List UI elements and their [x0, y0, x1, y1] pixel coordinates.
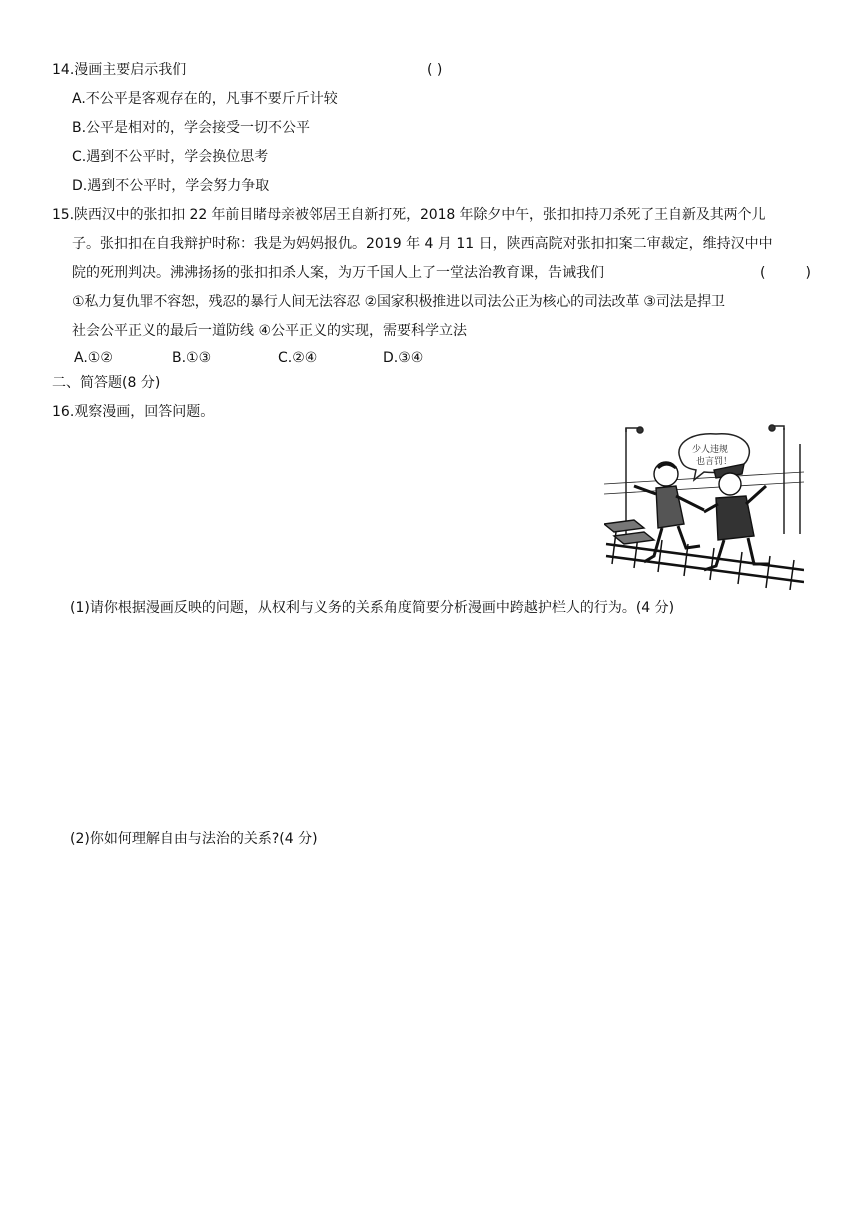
- q15-stem-line-2: 子。张扣扣在自我辩护时称：我是为妈妈报仇。2019 年 4 月 11 日，陕西高院对张扣扣案二审裁定，维持汉中中: [72, 236, 773, 252]
- q15-option-c: C.②④: [278, 350, 318, 366]
- q15-statement-line-1: ①私力复仇罪不容恕，残忍的暴行人间无法容忍 ②国家积极推进以司法公正为核心的司法改革 ③司法是捍卫: [72, 294, 725, 310]
- q14-option-b: B.公平是相对的，学会接受一切不公平: [72, 120, 311, 136]
- q15-option-d: D.③④: [383, 350, 424, 366]
- q14-option-a: A.不公平是客观存在的，凡事不要斤斤计较: [72, 91, 338, 107]
- q15-stem-line-1: 15.陕西汉中的张扣扣 22 年前目睹母亲被邻居王自新打死，2018 年除夕中午，张扣扣持刀杀死了王自新及其两个儿: [52, 207, 766, 223]
- q16-subquestion-1: (1)请你根据漫画反映的问题，从权利与义务的关系角度简要分析漫画中跨越护栏人的行为。(4 分): [70, 600, 675, 616]
- q15-answer-paren: ( ): [760, 265, 811, 281]
- q15-option-b: B.①③: [172, 350, 212, 366]
- q16-subquestion-2: (2)你如何理解自由与法治的关系?(4 分): [70, 831, 318, 847]
- q14-option-d: D.遇到不公平时，学会努力争取: [72, 178, 270, 194]
- q15-stem-line-3: 院的死刑判决。沸沸扬扬的张扣扣杀人案，为万千国人上了一堂法治教育课，告诫我们: [72, 265, 604, 281]
- q16-stem: 16.观察漫画，回答问题。: [52, 404, 215, 420]
- cartoon-bubble-line-2: 也言罚！: [696, 457, 733, 467]
- cartoon-bubble-line-1: 少人违规: [692, 445, 729, 455]
- q14-option-c: C.遇到不公平时，学会换位思考: [72, 149, 269, 165]
- q15-option-a: A.①②: [74, 350, 113, 366]
- q14-answer-paren: ( ): [427, 62, 443, 78]
- q14-stem: 14.漫画主要启示我们: [52, 62, 187, 78]
- q15-statement-line-2: 社会公平正义的最后一道防线 ④公平正义的实现，需要科学立法: [72, 323, 467, 339]
- cartoon-illustration: [604, 424, 804, 590]
- section-title: 二、简答题(8 分): [52, 375, 161, 391]
